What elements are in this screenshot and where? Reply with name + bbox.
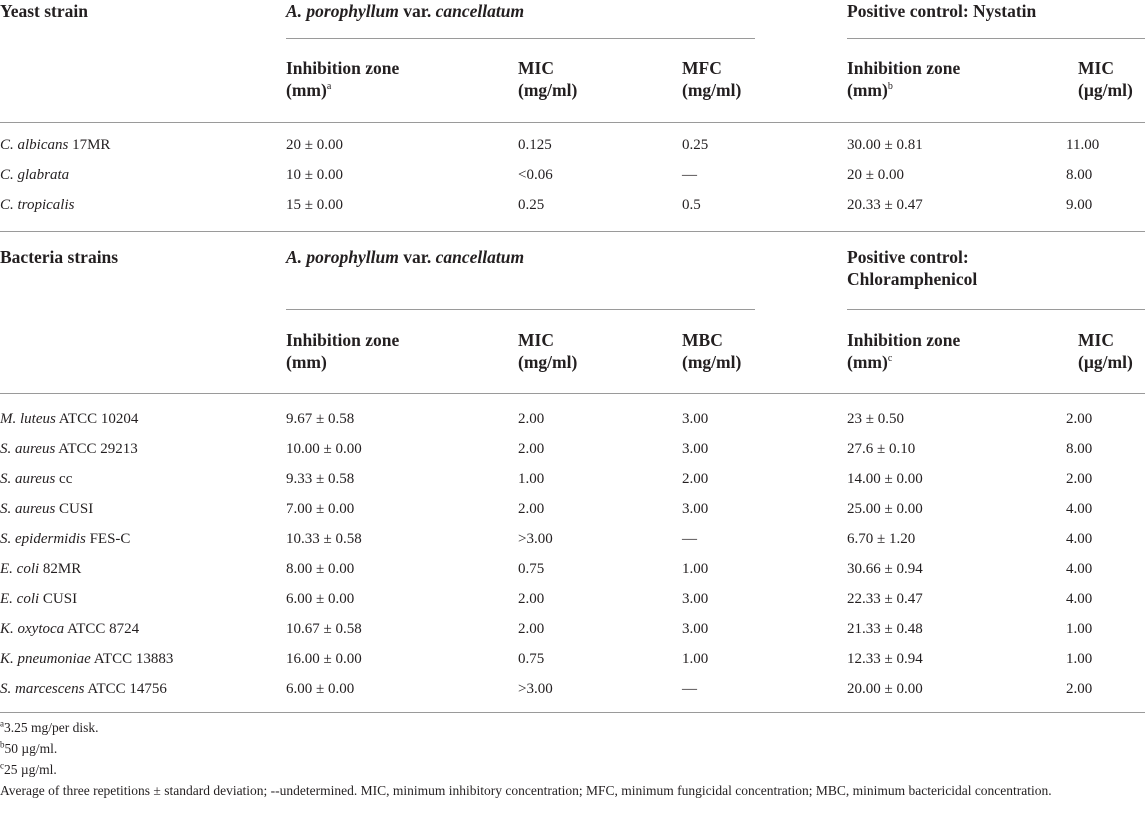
control-zone-cell: 14.00 ± 0.00 <box>847 471 923 487</box>
yeast-control-rule <box>847 38 1145 39</box>
zone-cell: 8.00 ± 0.00 <box>286 561 355 577</box>
table-note: Average of three repetitions ± standard deviation; --undetermined. MIC, minimum inhibitory concentration; MFC, minimum fungicidal concentration; MBC, minimum bactericidal concentration. <box>0 783 1052 798</box>
yeast-col-zone: Inhibition zone (mm)$^a$ <box>286 58 400 100</box>
zone-cell: 6.00 ± 0.00 <box>286 591 355 607</box>
section-divider-rule <box>0 231 1145 232</box>
mic-cell: 2.00 <box>518 441 545 457</box>
yeast-col-mic: MIC (mg/ml) <box>518 58 578 100</box>
control-zone-cell: 27.6 ± 0.10 <box>847 441 916 457</box>
yeast-extract-header: A. porophyllum var. cancellatum <box>286 1 525 21</box>
strain-cell: S. marcescens ATCC 14756 <box>0 681 167 697</box>
mic-cell: 2.00 <box>518 411 545 427</box>
zone-cell: 9.33 ± 0.58 <box>286 471 355 487</box>
control-mic-cell: 1.00 <box>1066 621 1093 637</box>
yeast-col-control-zone: Inhibition zone (mm)$^b$ <box>847 58 961 100</box>
zone-cell: 7.00 ± 0.00 <box>286 501 355 517</box>
yeast-extract-rule <box>286 38 755 39</box>
zone-cell: 10.00 ± 0.00 <box>286 441 362 457</box>
strain-cell: K. oxytoca ATCC 8724 <box>0 621 140 637</box>
mic-cell: >3.00 <box>518 681 553 697</box>
yeast-header-rule <box>0 122 1145 123</box>
bacteria-col-mbc: MBC (mg/ml) <box>682 330 742 372</box>
mic-cell: 0.25 <box>518 197 545 213</box>
yeast-col-mfc: MFC (mg/ml) <box>682 58 742 100</box>
control-mic-cell: 11.00 <box>1066 137 1100 153</box>
strain-cell: C. tropicalis <box>0 197 75 213</box>
bacteria-control-header: Positive control: Chloramphenicol <box>847 247 978 289</box>
control-mic-cell: 2.00 <box>1066 411 1093 427</box>
mbc-cell: — <box>682 531 697 547</box>
strain-cell: M. luteus ATCC 10204 <box>0 411 139 427</box>
zone-cell: 10.33 ± 0.58 <box>286 531 362 547</box>
control-mic-cell: 4.00 <box>1066 561 1093 577</box>
mbc-cell: — <box>682 681 697 697</box>
zone-cell: 10.67 ± 0.58 <box>286 621 362 637</box>
control-zone-cell: 6.70 ± 1.20 <box>847 531 916 547</box>
strain-cell: E. coli CUSI <box>0 591 78 607</box>
strain-cell: S. aureus CUSI <box>0 501 94 517</box>
mic-cell: >3.00 <box>518 531 553 547</box>
zone-cell: 15 ± 0.00 <box>286 197 343 213</box>
yeast-strain-header: Yeast strain <box>0 1 88 21</box>
control-zone-cell: 20.00 ± 0.00 <box>847 681 923 697</box>
control-mic-cell: 8.00 <box>1066 167 1093 183</box>
zone-cell: 20 ± 0.00 <box>286 137 343 153</box>
zone-cell: 16.00 ± 0.00 <box>286 651 362 667</box>
control-mic-cell: 1.00 <box>1066 651 1093 667</box>
strain-cell: C. albicans 17MR <box>0 137 111 153</box>
zone-cell: 10 ± 0.00 <box>286 167 343 183</box>
strain-cell: S. aureus cc <box>0 471 73 487</box>
control-mic-cell: 9.00 <box>1066 197 1093 213</box>
bacteria-col-zone: Inhibition zone (mm) <box>286 330 400 372</box>
strain-cell: E. coli 82MR <box>0 561 82 577</box>
control-mic-cell: 4.00 <box>1066 501 1093 517</box>
bacteria-control-rule <box>847 309 1145 310</box>
mbc-cell: 3.00 <box>682 501 709 517</box>
bacteria-col-control-zone: Inhibition zone (mm)$^c$ <box>847 330 961 372</box>
mic-cell: 2.00 <box>518 591 545 607</box>
mic-cell: 0.75 <box>518 651 545 667</box>
mbc-cell: 3.00 <box>682 591 709 607</box>
control-mic-cell: 4.00 <box>1066 531 1093 547</box>
bacteria-col-control-mic: MIC (µg/ml) <box>1078 330 1133 372</box>
control-mic-cell: 4.00 <box>1066 591 1093 607</box>
table-bottom-rule <box>0 712 1145 713</box>
control-zone-cell: 23 ± 0.50 <box>847 411 904 427</box>
bacteria-col-mic: MIC (mg/ml) <box>518 330 578 372</box>
zone-cell: 9.67 ± 0.58 <box>286 411 355 427</box>
mfc-cell: 0.25 <box>682 137 709 153</box>
control-zone-cell: 25.00 ± 0.00 <box>847 501 923 517</box>
mbc-cell: 1.00 <box>682 561 709 577</box>
bacteria-extract-rule <box>286 309 755 310</box>
control-zone-cell: 30.66 ± 0.94 <box>847 561 923 577</box>
mic-cell: 0.75 <box>518 561 545 577</box>
mbc-cell: 1.00 <box>682 651 709 667</box>
control-mic-cell: 2.00 <box>1066 681 1093 697</box>
mfc-cell: 0.5 <box>682 197 701 213</box>
control-zone-cell: 12.33 ± 0.94 <box>847 651 923 667</box>
yeast-col-control-mic: MIC (µg/ml) <box>1078 58 1133 100</box>
mic-cell: 2.00 <box>518 501 545 517</box>
yeast-control-header: Positive control: Nystatin <box>847 1 1037 21</box>
control-zone-cell: 20 ± 0.00 <box>847 167 904 183</box>
mic-cell: 2.00 <box>518 621 545 637</box>
footnote-c: $^c$25 µg/ml. <box>0 760 57 777</box>
mic-cell: 0.125 <box>518 137 552 153</box>
control-mic-cell: 8.00 <box>1066 441 1093 457</box>
control-zone-cell: 30.00 ± 0.81 <box>847 137 923 153</box>
control-zone-cell: 22.33 ± 0.47 <box>847 591 923 607</box>
zone-cell: 6.00 ± 0.00 <box>286 681 355 697</box>
strain-cell: S. aureus ATCC 29213 <box>0 441 138 457</box>
mic-cell: 1.00 <box>518 471 545 487</box>
mbc-cell: 3.00 <box>682 441 709 457</box>
control-zone-cell: 21.33 ± 0.48 <box>847 621 923 637</box>
mbc-cell: 3.00 <box>682 621 709 637</box>
strain-cell: K. pneumoniae ATCC 13883 <box>0 651 174 667</box>
control-mic-cell: 2.00 <box>1066 471 1093 487</box>
footnote-b: $^b$50 µg/ml. <box>0 739 58 756</box>
control-zone-cell: 20.33 ± 0.47 <box>847 197 923 213</box>
strain-cell: S. epidermidis FES-C <box>0 531 131 547</box>
bacteria-header-rule <box>0 393 1145 394</box>
mbc-cell: 2.00 <box>682 471 709 487</box>
mbc-cell: 3.00 <box>682 411 709 427</box>
strain-cell: C. glabrata <box>0 167 70 183</box>
mic-cell: <0.06 <box>518 167 553 183</box>
bacteria-extract-header: A. porophyllum var. cancellatum <box>286 247 525 267</box>
bacteria-strain-header: Bacteria strains <box>0 247 119 267</box>
mfc-cell: — <box>682 167 697 183</box>
footnote-a: $^a$3.25 mg/per disk. <box>0 718 99 735</box>
